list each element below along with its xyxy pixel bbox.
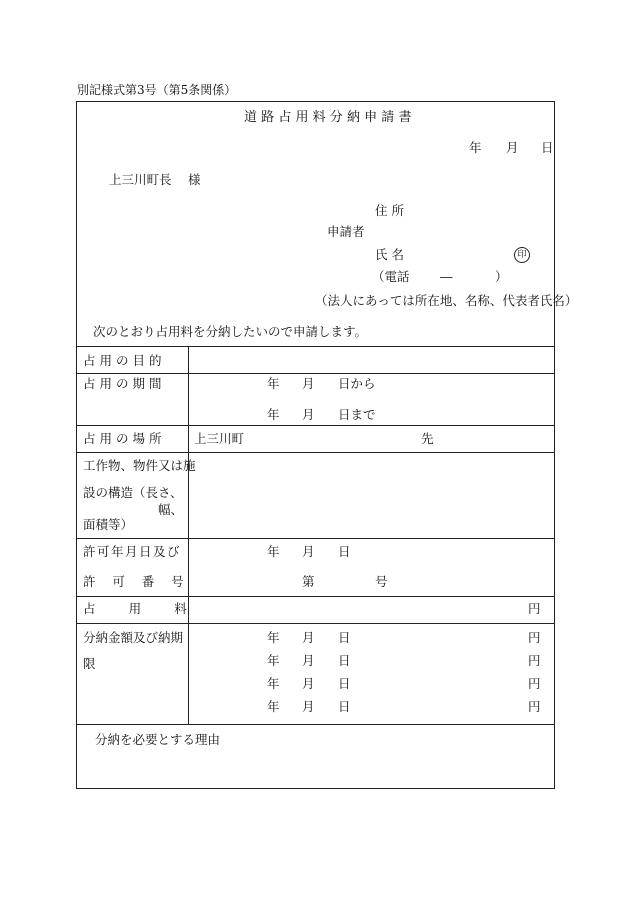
permit-label-line2: 許可番号	[83, 574, 201, 589]
installment-yen: 円	[528, 653, 541, 668]
date-year: 年	[469, 140, 482, 155]
installment-month: 月	[302, 699, 315, 714]
permit-number-suffix: 号	[375, 574, 388, 589]
date-month: 月	[506, 140, 519, 155]
installment-day: 日	[338, 630, 351, 645]
period-from-suffix: 日から	[338, 376, 376, 391]
period-from-month: 月	[302, 376, 315, 391]
installment-month: 月	[302, 630, 315, 645]
installment-month: 月	[302, 676, 315, 691]
period-label: 占用の期間	[83, 376, 166, 391]
period-from-year: 年	[267, 376, 280, 391]
structure-label-line1: 工作物、物件又は施	[83, 458, 196, 473]
application-form	[76, 101, 578, 789]
installment-month: 月	[302, 653, 315, 668]
period-to-month: 月	[302, 407, 315, 422]
corporate-note: （法人にあっては所在地、名称、代表者氏名）	[315, 293, 578, 308]
installment-label-line1: 分納金額及び納期	[83, 630, 184, 645]
installment-day: 日	[338, 676, 351, 691]
phone-dash: ―	[440, 269, 453, 284]
permit-label-line1: 許可年月日及び	[83, 544, 182, 559]
installment-year: 年	[267, 653, 280, 668]
form-title: 道路占用料分納申請書	[244, 110, 416, 125]
installment-label-line2: 限	[83, 656, 96, 671]
row-divider	[77, 346, 554, 347]
addressee-honorific: 様	[188, 172, 201, 187]
installment-day: 日	[338, 699, 351, 714]
permit-date-year: 年	[267, 544, 280, 559]
permit-date-day: 日	[338, 544, 351, 559]
reason-label: 分納を必要とする理由	[95, 732, 221, 747]
period-to-year: 年	[267, 407, 280, 422]
permit-date-month: 月	[302, 544, 315, 559]
column-divider	[188, 346, 189, 724]
structure-label-line4: 面積等）	[83, 517, 134, 532]
installment-yen: 円	[528, 699, 541, 714]
phone-close: ）	[495, 269, 508, 284]
form-caption: 別記様式第3号（第5条関係）	[77, 83, 237, 97]
period-to-suffix: 日まで	[338, 407, 376, 422]
installment-yen: 円	[528, 676, 541, 691]
installment-year: 年	[267, 630, 280, 645]
intro-text: 次のとおり占用料を分納したいので申請します。	[93, 324, 368, 339]
applicant-label: 申請者	[327, 224, 365, 239]
structure-label-line3: 幅、	[158, 502, 184, 517]
location-town: 上三川町	[194, 431, 245, 446]
fee-label: 占用料	[83, 601, 220, 616]
row-divider	[77, 596, 554, 597]
row-divider	[77, 425, 554, 426]
fee-yen: 円	[528, 601, 541, 616]
phone-open: （電話	[372, 269, 410, 284]
row-divider	[77, 452, 554, 453]
installment-year: 年	[267, 676, 280, 691]
row-divider	[77, 623, 554, 624]
applicant-address-label: 住 所	[375, 203, 404, 218]
seal-mark: 印	[514, 247, 530, 263]
location-label: 占用の場所	[83, 431, 166, 446]
installment-year: 年	[267, 699, 280, 714]
addressee-name: 上三川町長	[109, 172, 172, 187]
installment-day: 日	[338, 653, 351, 668]
purpose-label: 占用の目的	[83, 353, 166, 368]
installment-yen: 円	[528, 630, 541, 645]
row-divider	[77, 724, 554, 725]
structure-label-line2: 設の構造（長さ、	[83, 485, 183, 500]
date-day: 日	[541, 140, 554, 155]
applicant-name-label: 氏 名	[375, 247, 404, 262]
location-suffix: 先	[421, 431, 434, 446]
permit-number-prefix: 第	[302, 574, 315, 589]
row-divider	[77, 538, 554, 539]
row-divider	[77, 373, 554, 374]
